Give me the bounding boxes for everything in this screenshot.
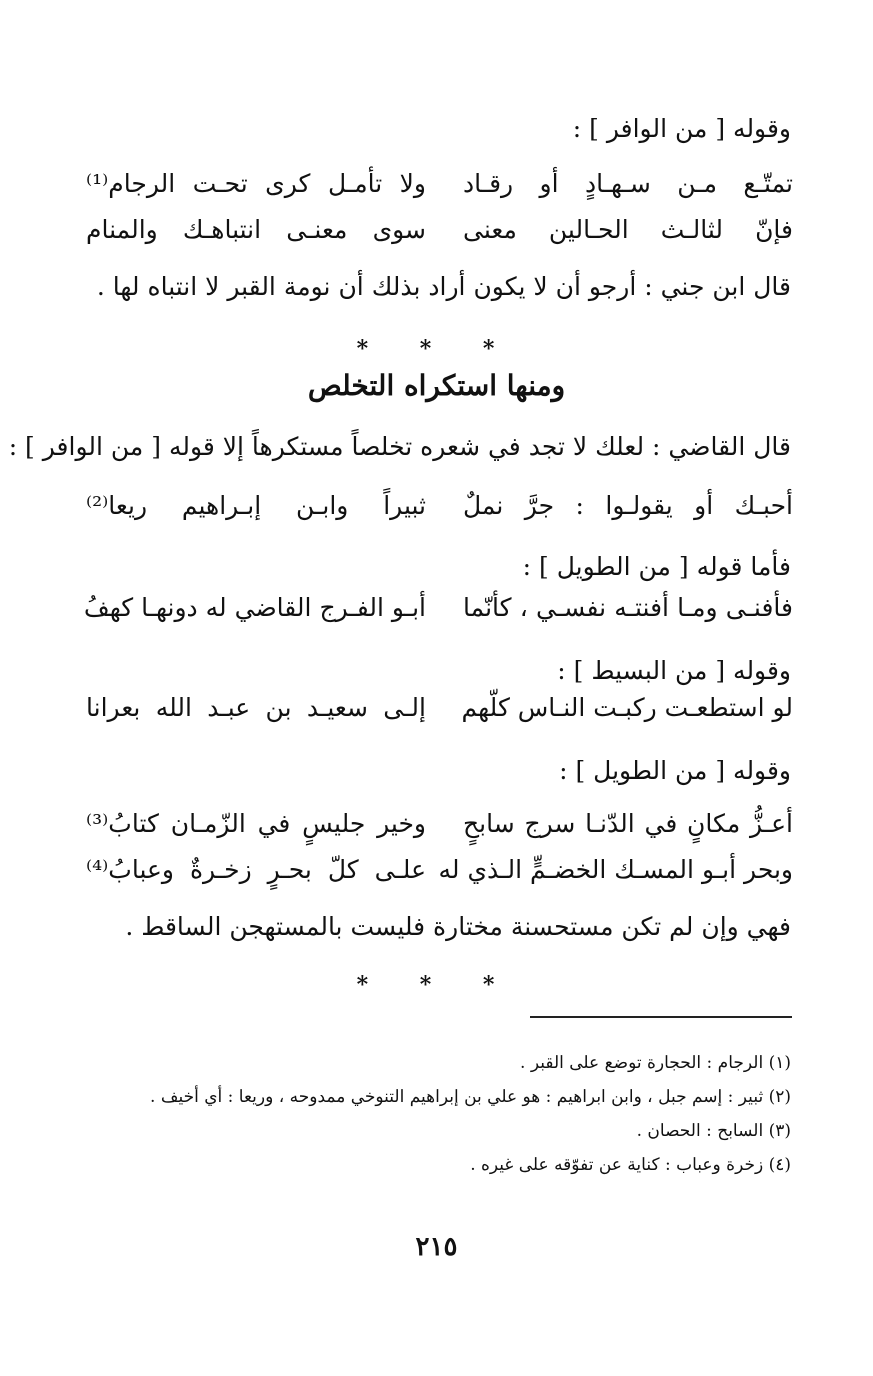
poem-verse xyxy=(86,488,793,524)
verse-intro: وقوله [ من الطويل ] : xyxy=(559,756,791,785)
paragraph: قال ابن جني : أرجو أن لا يكون أراد بذلك أن نومة القبر لا انتباه لها . xyxy=(96,272,791,301)
footnote: (٢) ثبير : إسم جبل ، وابن ابراهيم : هو علي بن إبراهيم التنوخي ممدوحه ، وريعا : أي أخيف . xyxy=(150,1087,791,1107)
verse-second-hemistich: وخير جليسٍ في الزّمـان كتابُ⁽³⁾ xyxy=(86,809,426,838)
verse-intro: وقوله [ من الوافر ] : xyxy=(572,114,791,143)
poem-verse xyxy=(86,166,793,202)
verse-second-hemistich: علـى كلّ بحـرٍ زخـرةٌ وعبابُ⁽⁴⁾ xyxy=(86,855,426,884)
footnote-separator xyxy=(530,1016,792,1018)
verse-first-hemistich: أحبـك أو يقولـوا : جرَّ نملٌ xyxy=(463,491,793,520)
verse-second-hemistich: ثبيراً وابـن إبـراهيم ريعا⁽²⁾ xyxy=(86,491,426,520)
verse-second-hemistich: أبـو الفـرج القاضي له دونهـا كهفُ xyxy=(83,593,426,622)
verse-first-hemistich: أعـزُّ مكانٍ في الدّنـا سرج سابحٍ xyxy=(463,809,793,838)
footnote: (٣) السابح : الحصان . xyxy=(636,1121,791,1141)
paragraph: فهي وإن لم تكن مستحسنة مختارة فليست بالمستهجن الساقط . xyxy=(125,912,791,941)
verse-first-hemistich: تمتّـع مـن سـهـادٍ أو رقـاد xyxy=(463,169,793,198)
verse-second-hemistich: إلـى سعيـد بن عبـد الله بعرانا xyxy=(86,693,426,722)
poem-verse xyxy=(86,690,793,726)
paragraph: قال القاضي : لعلك لا تجد في شعره تخلصاً مستكرهاً إلا قوله [ من الوافر ] : xyxy=(8,432,791,461)
poem-verse xyxy=(86,212,793,248)
verse-second-hemistich: ولا تأمـل كرى تحـت الرجام⁽¹⁾ xyxy=(86,169,426,198)
section-divider-stars: * * * xyxy=(356,336,517,362)
verse-first-hemistich: وبحر أبـو المسـك الخضـمٍّ الـذي له xyxy=(438,855,793,884)
verse-first-hemistich: فإنّ لثالـث الحـالين معنى xyxy=(463,215,793,244)
verse-intro: فأما قوله [ من الطويل ] : xyxy=(522,552,791,581)
section-divider-stars: * * * xyxy=(356,972,517,998)
section-heading: ومنها استكراه التخلص xyxy=(307,369,566,402)
footnote: (٤) زخرة وعباب : كناية عن تفوّقه على غيره . xyxy=(470,1155,791,1175)
footnote: (١) الرجام : الحجارة توضع على القبر . xyxy=(520,1053,791,1073)
poem-verse xyxy=(86,852,793,888)
page-number: ٢١٥ xyxy=(415,1232,458,1262)
poem-verse xyxy=(86,806,793,842)
verse-second-hemistich: سوى معنـى انتباهـك والمنام xyxy=(86,215,426,244)
verse-first-hemistich: لو استطعـت ركبـت النـاس كلّهم xyxy=(461,693,793,722)
poem-verse xyxy=(83,590,793,626)
verse-first-hemistich: فأفنـى ومـا أفنتـه نفسـي ، كأنّما xyxy=(463,593,793,622)
verse-intro: وقوله [ من البسيط ] : xyxy=(557,656,791,685)
